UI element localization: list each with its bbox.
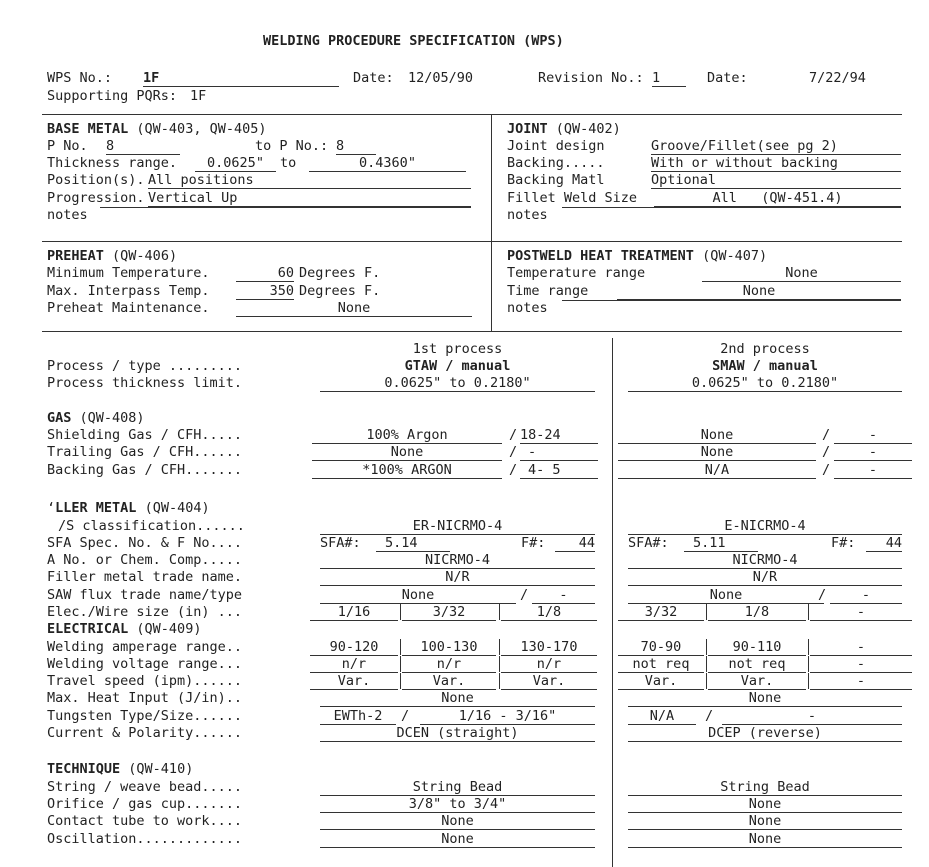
travel-speed-p2-1: Var. xyxy=(618,673,704,690)
position-field: All positions xyxy=(148,172,471,189)
shielding-gas-label: Shielding Gas / CFH..... xyxy=(47,427,243,443)
weave-bead-label: String / weave bead..... xyxy=(47,779,243,795)
max-temp-label: Max. Interpass Temp. xyxy=(47,283,210,299)
cell-separator xyxy=(706,639,707,655)
gas-heading: GAS (QW-408) xyxy=(47,410,145,426)
tungsten-label: Tungsten Type/Size...... xyxy=(47,708,243,724)
box-top-line xyxy=(42,114,902,115)
cell-separator xyxy=(808,604,809,620)
cell-separator xyxy=(706,656,707,672)
second-process-heading: 2nd process xyxy=(720,341,810,357)
supporting-pqr-value: 1F xyxy=(190,88,207,104)
max-temp-field: 350 xyxy=(236,283,294,300)
voltage-label: Welding voltage range... xyxy=(47,656,243,672)
backing-gas-p1: *100% ARGON xyxy=(312,462,502,479)
joint-heading: JOINT (QW-402) xyxy=(507,121,621,137)
cell-separator xyxy=(400,604,401,620)
revision-date-value: 7/22/94 xyxy=(809,70,866,86)
box-mid-line xyxy=(42,241,902,242)
orifice-p2: None xyxy=(628,796,902,813)
cell-separator xyxy=(808,673,809,689)
flux-slash: / xyxy=(818,587,827,603)
amperage-p2-3: - xyxy=(810,639,912,656)
gas-slash: / xyxy=(822,444,831,460)
amperage-p2-2: 90-110 xyxy=(708,639,806,656)
cell-separator xyxy=(400,639,401,655)
pwht-time-field: None xyxy=(617,283,901,300)
second-thickness-limit: 0.0625" to 0.2180" xyxy=(628,375,902,392)
voltage-p1-2: n/r xyxy=(402,656,496,673)
thickness-max-field: 0.4360" xyxy=(309,155,466,172)
document-title: WELDING PROCEDURE SPECIFICATION (WPS) xyxy=(263,33,564,49)
current-polarity-p1: DCEN (straight) xyxy=(320,725,595,742)
amperage-p1-1: 90-120 xyxy=(310,639,398,656)
trailing-flow-p1: - xyxy=(520,444,598,461)
saw-flux-type-p1: - xyxy=(532,587,595,604)
position-label: Position(s). xyxy=(47,172,145,188)
contact-tube-p2: None xyxy=(628,813,902,830)
pwht-notes-label: notes xyxy=(507,300,548,316)
wire-size-p2-2: 1/8 xyxy=(708,604,806,621)
progression-field: Vertical Up xyxy=(148,190,471,207)
flux-slash: / xyxy=(520,587,529,603)
cell-separator xyxy=(808,639,809,655)
fillet-size-field: All (QW-451.4) xyxy=(654,190,901,207)
sfa-value-p2: 5.11 xyxy=(684,535,758,552)
f-prefix-p1: F#: xyxy=(521,535,546,551)
voltage-p1-3: n/r xyxy=(501,656,597,673)
weave-bead-p1: String Bead xyxy=(320,779,595,796)
shielding-gas-p2: None xyxy=(618,427,816,444)
tungsten-slash: / xyxy=(401,708,410,724)
filler-metal-heading: ‘LLER METAL (QW-404) xyxy=(47,500,210,516)
thickness-min-field: 0.0625" xyxy=(195,155,276,172)
travel-speed-p1-2: Var. xyxy=(402,673,496,690)
p-no-label: P No. xyxy=(47,138,88,154)
contact-tube-label: Contact tube to work.... xyxy=(47,813,243,829)
trailing-gas-p1: None xyxy=(312,444,502,461)
orifice-label: Orifice / gas cup....... xyxy=(47,796,243,812)
oscillation-p1: None xyxy=(320,831,595,848)
amperage-p1-2: 100-130 xyxy=(402,639,496,656)
cell-separator xyxy=(499,604,500,620)
revision-field: 1 xyxy=(652,70,686,87)
trailing-flow-p2: - xyxy=(834,444,912,461)
gas-slash: / xyxy=(509,427,518,443)
cell-separator xyxy=(499,639,500,655)
backing-flow-p1: 4- 5 xyxy=(520,462,598,479)
thickness-label: Thickness range. xyxy=(47,155,178,171)
oscillation-p2: None xyxy=(628,831,902,848)
first-process-type: GTAW / manual xyxy=(404,358,511,374)
voltage-p1-1: n/r xyxy=(310,656,398,673)
joint-notes-label: notes xyxy=(507,207,548,223)
trade-name-p1: N/R xyxy=(320,569,595,586)
aws-classification-label: /S classification...... xyxy=(58,518,245,534)
travel-speed-label: Travel speed (ipm)...... xyxy=(47,673,243,689)
backing-label: Backing..... xyxy=(507,155,605,171)
pwht-time-label: Time range xyxy=(507,283,589,299)
joint-design-field: Groove/Fillet(see pg 2) xyxy=(651,138,901,155)
backing-matl-label: Backing Matl xyxy=(507,172,605,188)
wire-size-p2-1: 3/32 xyxy=(618,604,704,621)
technique-heading: TECHNIQUE (QW-410) xyxy=(47,761,194,777)
preheat-maint-field: None xyxy=(236,300,472,317)
revision-date-label: Date: xyxy=(707,70,748,86)
heat-input-p1: None xyxy=(320,690,595,707)
f-value-p1: 44 xyxy=(555,535,595,552)
sfa-spec-label: SFA Spec. No. & F No.... xyxy=(47,535,243,551)
min-temp-label: Minimum Temperature. xyxy=(47,265,210,281)
cell-separator xyxy=(706,604,707,620)
cell-separator xyxy=(400,673,401,689)
f-value-p2: 44 xyxy=(866,535,902,552)
travel-speed-p2-2: Var. xyxy=(708,673,806,690)
travel-speed-p1-3: Var. xyxy=(501,673,597,690)
first-process-heading: 1st process xyxy=(412,341,503,357)
a-no-p1: NICRMO-4 xyxy=(320,552,595,569)
trade-name-p2: N/R xyxy=(628,569,902,586)
backing-field: With or without backing xyxy=(651,155,901,172)
a-no-label: A No. or Chem. Comp..... xyxy=(47,552,243,568)
cell-separator xyxy=(706,673,707,689)
process-column-divider xyxy=(612,338,613,867)
wps-no-label: WPS No.: xyxy=(47,70,113,86)
sfa-value-p1: 5.14 xyxy=(376,535,450,552)
joint-notes-field xyxy=(562,207,901,208)
tungsten-size-p1: 1/16 - 3/16" xyxy=(420,708,595,725)
date-value: 12/05/90 xyxy=(408,70,474,86)
cell-separator xyxy=(400,656,401,672)
box-divider xyxy=(491,114,492,331)
revision-label: Revision No.: xyxy=(538,70,644,86)
base-notes-field xyxy=(100,207,471,208)
thickness-to: to xyxy=(280,155,297,171)
min-temp-field: 60 xyxy=(236,265,294,282)
second-process-type: SMAW / manual xyxy=(712,358,818,374)
pwht-temp-label: Temperature range xyxy=(507,265,646,281)
gas-slash: / xyxy=(822,427,831,443)
process-type-label: Process / type ......... xyxy=(47,358,243,374)
gas-slash: / xyxy=(509,462,518,478)
voltage-p2-3: - xyxy=(810,656,912,673)
first-thickness-limit: 0.0625" to 0.2180" xyxy=(320,375,595,392)
backing-flow-p2: - xyxy=(834,462,912,479)
tungsten-type-p2: N/A xyxy=(628,708,696,725)
tungsten-type-p1: EWTh-2 xyxy=(320,708,396,725)
preheat-heading: PREHEAT (QW-406) xyxy=(47,248,178,264)
amperage-label: Welding amperage range.. xyxy=(47,639,243,655)
backing-gas-p2: N/A xyxy=(618,462,816,479)
to-p-no-field: 8 xyxy=(336,138,376,155)
backing-gas-label: Backing Gas / CFH....... xyxy=(47,462,243,478)
sfa-prefix-p2: SFA#: xyxy=(628,535,669,551)
wire-size-p2-3: - xyxy=(810,604,912,621)
orifice-p1: 3/8" to 3/4" xyxy=(320,796,595,813)
wire-size-label: Elec./Wire size (in) ... xyxy=(47,604,243,620)
current-polarity-p2: DCEP (reverse) xyxy=(628,725,902,742)
travel-speed-p1-1: Var. xyxy=(310,673,398,690)
amperage-p1-3: 130-170 xyxy=(501,639,597,656)
tungsten-slash: / xyxy=(705,708,714,724)
preheat-maint-label: Preheat Maintenance. xyxy=(47,300,210,316)
current-polarity-label: Current & Polarity...... xyxy=(47,725,243,741)
pwht-temp-field: None xyxy=(702,265,901,282)
saw-flux-p2: None xyxy=(628,587,824,604)
max-temp-unit: Degrees F. xyxy=(299,283,381,299)
cell-separator xyxy=(808,656,809,672)
oscillation-label: Oscillation............. xyxy=(47,831,243,847)
wire-size-p1-1: 1/16 xyxy=(310,604,398,621)
cell-separator xyxy=(499,673,500,689)
date-label: Date: xyxy=(353,70,394,86)
saw-flux-p1: None xyxy=(320,587,516,604)
joint-design-label: Joint design xyxy=(507,138,605,154)
wps-no-field: 1F xyxy=(143,70,339,87)
travel-speed-p2-3: - xyxy=(810,673,912,690)
supporting-pqr-label: Supporting PQRs: xyxy=(47,88,178,104)
trade-name-label: Filler metal trade name. xyxy=(47,569,243,585)
gas-slash: / xyxy=(822,462,831,478)
saw-flux-type-p2: - xyxy=(830,587,902,604)
fillet-size-label: Fillet Weld Size xyxy=(507,190,638,206)
p-no-field: 8 xyxy=(106,138,180,155)
shielding-flow-p1: 18-24 xyxy=(520,427,598,444)
contact-tube-p1: None xyxy=(320,813,595,830)
a-no-p2: NICRMO-4 xyxy=(628,552,902,569)
progression-label: Progression. xyxy=(47,190,145,206)
aws-classification-p1: ER-NICRMO-4 xyxy=(320,518,595,535)
sfa-prefix-p1: SFA#: xyxy=(320,535,361,551)
trailing-gas-label: Trailing Gas / CFH...... xyxy=(47,444,243,460)
min-temp-unit: Degrees F. xyxy=(299,265,381,281)
weave-bead-p2: String Bead xyxy=(628,779,902,796)
trailing-gas-p2: None xyxy=(618,444,816,461)
box-bottom-line xyxy=(42,331,902,332)
saw-flux-label: SAW flux trade name/type xyxy=(47,587,243,603)
thickness-limit-label: Process thickness limit. xyxy=(47,375,243,391)
voltage-p2-1: not req xyxy=(618,656,704,673)
voltage-p2-2: not req xyxy=(708,656,806,673)
shielding-gas-p1: 100% Argon xyxy=(312,427,502,444)
base-notes-label: notes xyxy=(47,207,88,223)
cell-separator xyxy=(499,656,500,672)
shielding-flow-p2: - xyxy=(834,427,912,444)
tungsten-size-p2: - xyxy=(722,708,902,725)
wire-size-p1-3: 1/8 xyxy=(501,604,597,621)
heat-input-label: Max. Heat Input (J/in).. xyxy=(47,690,243,706)
to-p-no-label: to P No.: xyxy=(255,138,329,154)
wire-size-p1-2: 3/32 xyxy=(402,604,496,621)
pwht-notes-field xyxy=(562,300,901,301)
f-prefix-p2: F#: xyxy=(831,535,856,551)
gas-slash: / xyxy=(509,444,518,460)
pwht-heading: POSTWELD HEAT TREATMENT (QW-407) xyxy=(507,248,768,264)
aws-classification-p2: E-NICRMO-4 xyxy=(628,518,902,535)
backing-matl-field: Optional xyxy=(651,172,901,189)
electrical-heading: ELECTRICAL (QW-409) xyxy=(47,621,202,637)
heat-input-p2: None xyxy=(628,690,902,707)
base-metal-heading: BASE METAL (QW-403, QW-405) xyxy=(47,121,267,137)
amperage-p2-1: 70-90 xyxy=(618,639,704,656)
